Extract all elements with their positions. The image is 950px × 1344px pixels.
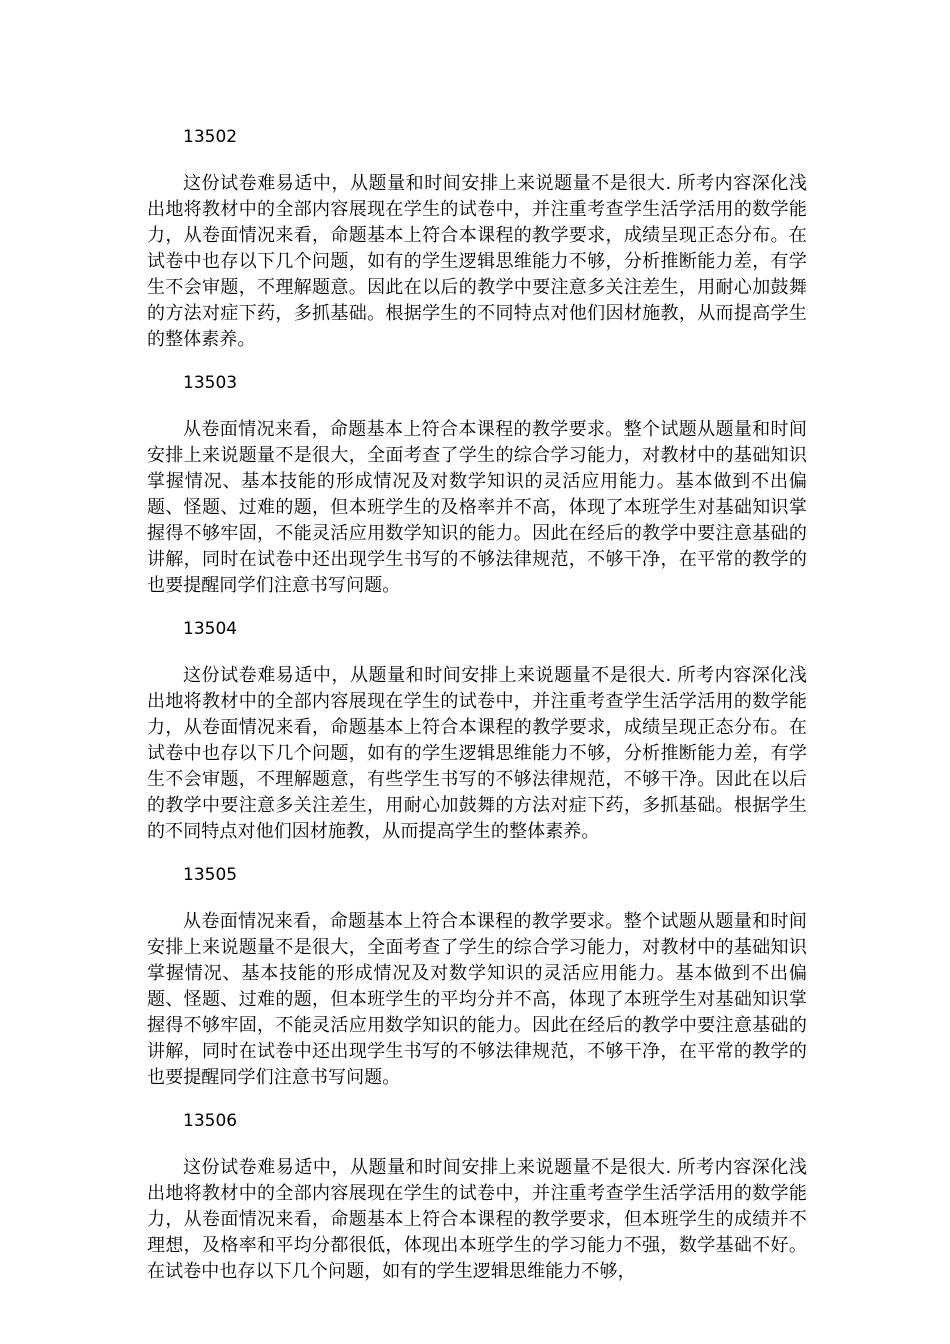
- entry-paragraph: 这份试卷难易适中，从题量和时间安排上来说题量不是很大. 所考内容深化浅出地将教材中的全部内容展现在学生的试卷中，并注重考查学生活学活用的数学能力，从卷面情况来看，命题基本上符合本课程的教学要求，成绩呈现正态分布。在试卷中也存以下几个问题，如有的学生逻辑思维能力不够，分析推断能力差，有学生不会审题，不理解题意，有些学生书写的不够法律规范，不够干净。因此在以后的教学中要注意多关注差生，用耐心加鼓舞的方法对症下药，多抓基础。根据学生的不同特点对他们因材施教，从而提高学生的整体素养。: [147, 665, 807, 842]
- entry-id: 13503: [183, 373, 238, 393]
- entry-paragraph: 从卷面情况来看，命题基本上符合本课程的教学要求。整个试题从题量和时间安排上来说题量不是很大，全面考查了学生的综合学习能力，对教材中的基础知识掌握情况、基本技能的形成情况及对数学知识的灵活应用能力。基本做到不出偏题、怪题、过难的题，但本班学生的及格率并不高，体现了本班学生对基础知识掌握得不够牢固，不能灵活应用数学知识的能力。因此在经后的教学中要注意基础的讲解，同时在试卷中还出现学生书写的不够法律规范，不够干净，在平常的教学的也要提醒同学们注意书写问题。: [147, 419, 807, 596]
- entry-id: 13504: [183, 619, 238, 639]
- entry-paragraph: 这份试卷难易适中，从题量和时间安排上来说题量不是很大. 所考内容深化浅出地将教材中的全部内容展现在学生的试卷中，并注重考查学生活学活用的数学能力，从卷面情况来看，命题基本上符合本课程的教学要求，但本班学生的成绩并不理想，及格率和平均分都很低，体现出本班学生的学习能力不强，数学基础不好。在试卷中也存以下几个问题，如有的学生逻辑思维能力不够，: [147, 1157, 807, 1282]
- entry-id: 13502: [183, 127, 238, 147]
- document-content: [147, 124, 807, 1302]
- entry-paragraph: 从卷面情况来看，命题基本上符合本课程的教学要求。整个试题从题量和时间安排上来说题量不是很大，全面考查了学生的综合学习能力，对教材中的基础知识掌握情况、基本技能的形成情况及对数学知识的灵活应用能力。基本做到不出偏题、怪题、过难的题，但本班学生的平均分并不高，体现了本班学生对基础知识掌握得不够牢固，不能灵活应用数学知识的能力。因此在经后的教学中要注意基础的讲解，同时在试卷中还出现学生书写的不够法律规范，不够干净，在平常的教学的也要提醒同学们注意书写问题。: [147, 911, 807, 1088]
- entry-id: 13505: [183, 865, 238, 885]
- entry-id: 13506: [183, 1111, 238, 1131]
- entry-paragraph: 这份试卷难易适中，从题量和时间安排上来说题量不是很大. 所考内容深化浅出地将教材中的全部内容展现在学生的试卷中，并注重考查学生活学活用的数学能力，从卷面情况来看，命题基本上符合本课程的教学要求，成绩呈现正态分布。在试卷中也存以下几个问题，如有的学生逻辑思维能力不够，分析推断能力差，有学生不会审题，不理解题意。因此在以后的教学中要注意多关注差生，用耐心加鼓舞的方法对症下药，多抓基础。根据学生的不同特点对他们因材施教，从而提高学生的整体素养。: [147, 173, 807, 350]
